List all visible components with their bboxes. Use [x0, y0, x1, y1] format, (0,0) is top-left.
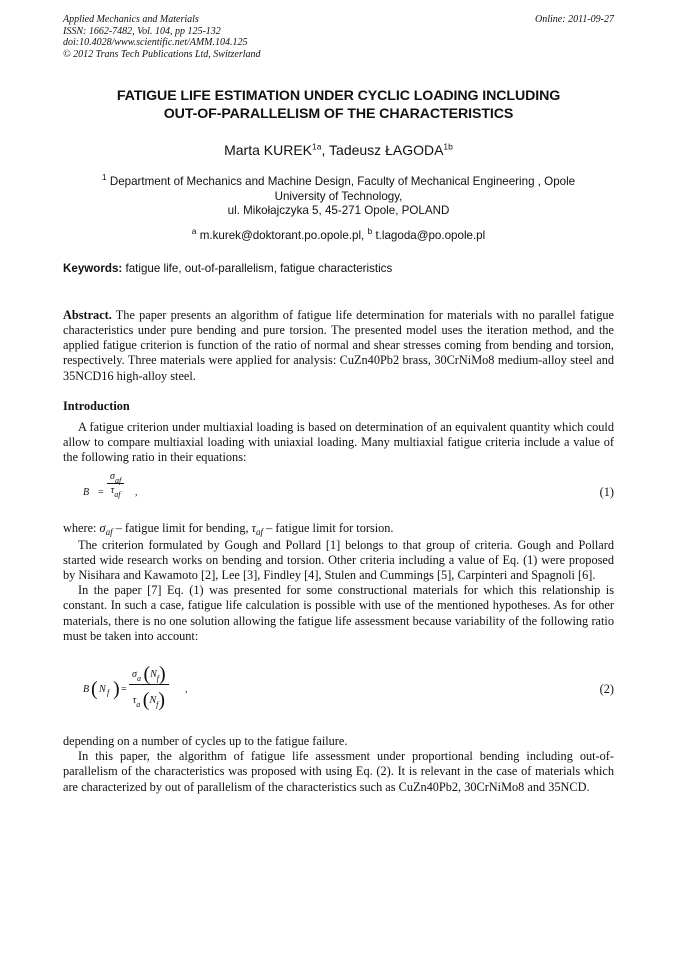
eq2-close-paren: )	[113, 678, 120, 701]
abstract	[63, 308, 614, 384]
intro-paragraph-2: The criterion formulated by Gough and Pollard [1] belongs to that group of criteria. Gough and Pollard started wide research works on bending and torsion. Other criteria including a value of Eq. (1) were proposed by Nisihara and Kawamoto [2], Lee [3], Findley [4], Stulen and Cummings [5], Carpinteri and Spagnoli [6].	[63, 537, 614, 583]
keywords-label: Keywords:	[63, 261, 123, 275]
email-b-mark: b	[367, 225, 373, 236]
abstract-label: Abstract.	[63, 307, 112, 322]
eq2-numerator: σ	[132, 669, 137, 681]
eq2-comma: ,	[185, 684, 188, 696]
paper-page	[63, 14, 614, 795]
intro-paragraph-4: depending on a number of cycles up to the fatigue failure.	[63, 734, 348, 749]
email-a[interactable]: m.kurek@doktorant.po.opole.pl,	[199, 228, 365, 242]
eq2-num-arg-sub: f	[156, 674, 160, 684]
affiliation-line-1: Department of Mechanics and Machine Design, Faculty of Mechanical Engineering , Opole	[106, 175, 576, 188]
affiliation-line-3: ul. Mikołajczyka 5, 45-271 Opole, POLAND	[227, 204, 450, 218]
online-date: Online: 2011-09-27	[535, 14, 614, 25]
keywords	[63, 262, 614, 275]
affiliation-mark: 1	[101, 172, 107, 183]
eq2-den-arg-sub: f	[156, 700, 159, 710]
equation-2	[63, 656, 614, 726]
eq2-arg: N	[99, 684, 106, 696]
eq2-denominator-sub: a	[136, 700, 141, 710]
email-a-mark: a	[191, 225, 197, 236]
where-prefix: where:	[63, 521, 100, 536]
eq2-num-close-paren: )	[159, 663, 166, 686]
eq2-den-arg: N	[149, 695, 157, 707]
where-sigma: σ	[99, 521, 106, 536]
journal-copyright: © 2012 Trans Tech Publications Ltd, Switzerland	[63, 48, 261, 60]
paper-title-line-2: OUT-OF-PARALLELISM OF THE CHARACTERISTICS	[163, 106, 514, 122]
author-1-name: Marta KUREK	[224, 142, 313, 158]
eq2-den-open-paren: (	[142, 689, 150, 712]
equation-1	[63, 471, 614, 517]
eq2-num-open-paren: (	[143, 663, 151, 686]
eq1-numerator-sub: af	[114, 476, 122, 486]
author-emails	[63, 225, 614, 242]
author-2-name: Tadeusz ŁAGODA	[329, 142, 444, 158]
where-clause	[63, 521, 614, 537]
where-tau: τ	[251, 521, 257, 536]
eq2-equals: =	[121, 684, 127, 696]
eq1-denominator-sub: af	[114, 490, 121, 500]
intro-paragraph-5: In this paper, the algorithm of fatigue life assessment under proportional bending including out-of-parallelism of the characteristics was proposed with using Eq. (2). It is relevant in the case of materials which are characterized by out of parallelism of the characteristics such as CuZn40Pb2, 30CrNiMo8 and 35NCD.	[63, 749, 614, 794]
where-tau-sub: af	[256, 527, 264, 538]
paper-title	[63, 87, 614, 123]
author-1-affiliation-mark: 1a	[312, 141, 322, 152]
eq2-num-arg: N	[150, 669, 157, 681]
where-sigma-sub: af	[105, 527, 113, 538]
journal-header	[63, 14, 614, 60]
eq1-numerator: σ	[110, 471, 115, 483]
author-separator: ,	[321, 142, 330, 158]
eq2-fraction	[129, 660, 169, 712]
where-sigma-text: – fatigue limit for bending,	[112, 521, 252, 536]
affiliation	[63, 172, 614, 219]
author-2-affiliation-mark: 1b	[443, 141, 453, 152]
eq1-fraction	[107, 471, 124, 500]
journal-issn: ISSN: 1662-7482, Vol. 104, pp 125-132	[63, 25, 221, 37]
eq1-number: (1)	[599, 485, 614, 500]
paper-title-line-1: FATIGUE LIFE ESTIMATION UNDER CYCLIC LOADING INCLUDING	[116, 88, 561, 104]
eq2-arg-sub: f	[107, 688, 110, 698]
eq2-open-paren: (	[91, 678, 98, 701]
eq2-denominator: τ	[132, 695, 137, 707]
introduction-heading: Introduction	[63, 398, 130, 413]
where-tau-text: – fatigue limit for torsion.	[263, 521, 394, 536]
eq1-lhs: B	[83, 487, 90, 499]
eq2-number: (2)	[599, 682, 614, 697]
intro-paragraph-3: In the paper [7] Eq. (1) was presented for some constructional materials for which this relationship is constant. In such a case, fatigue life calculation is possible with use of the mentioned hypotheses. As for other materials, there is no one solution allowing the fatigue life assessment because variability of the following ratio must be taken into account:	[63, 583, 614, 643]
journal-name: Applied Mechanics and Materials	[63, 14, 199, 25]
eq2-lhs: B	[83, 684, 90, 696]
eq1-comma: ,	[135, 487, 138, 499]
affiliation-line-2: University of Technology,	[274, 189, 403, 203]
intro-paragraph-1: A fatigue criterion under multiaxial loading is based on determination of an equivalent quantity which could allow to compare multiaxial loading with uniaxial loading. Many multiaxial fatigue criteria include a value of the following ratio in their equations:	[63, 419, 614, 465]
abstract-text: The paper presents an algorithm of fatigue life determination for materials with no parallel fatigue characteristics under pure bending and pure torsion. The presented model uses the iteration method, and the applied fatigue criterion is function of the ratio of normal and shear stresses coming from bending and torsion, respectively. Three materials were applied for analysis: CuZn40Pb2 brass, 30CrNiMo8 medium-alloy steel and 35NCD16 high-alloy steel.	[63, 307, 614, 383]
eq2-numerator-sub: a	[136, 674, 141, 684]
eq1-equals: =	[98, 487, 104, 499]
eq1-denominator: τ	[110, 485, 115, 497]
email-b[interactable]: t.lagoda@po.opole.pl	[375, 228, 486, 242]
journal-doi[interactable]: doi:10.4028/www.scientific.net/AMM.104.125	[63, 37, 248, 48]
eq2-den-close-paren: )	[158, 689, 166, 712]
keywords-text: fatigue life, out-of-parallelism, fatigue characteristics	[122, 261, 393, 275]
author-list	[63, 142, 614, 158]
